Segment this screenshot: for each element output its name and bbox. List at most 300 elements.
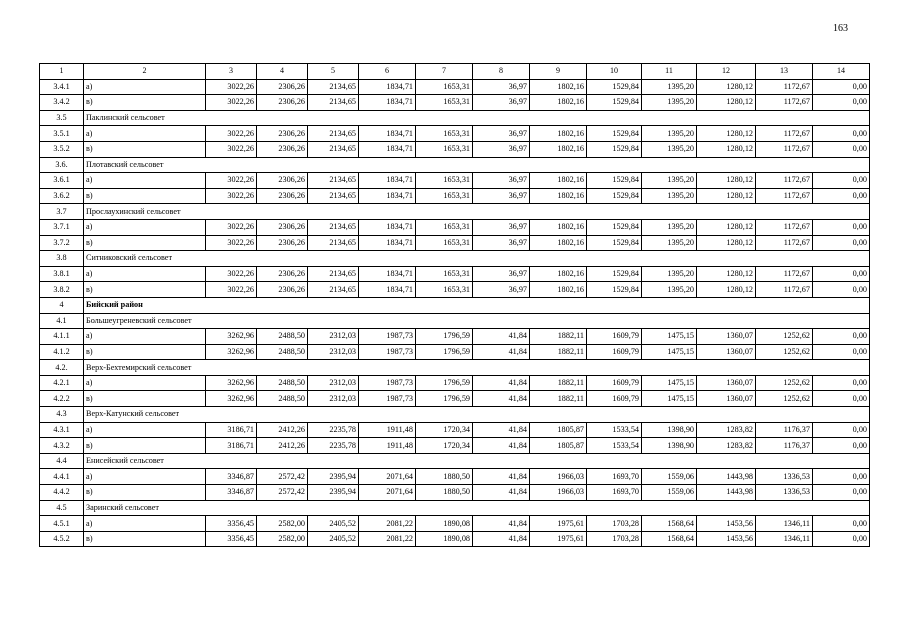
value-cell: 1172,67 [756,219,813,235]
value-cell: 1395,20 [642,79,697,95]
value-cell: 3186,71 [206,422,257,438]
value-cell: 1395,20 [642,266,697,282]
table-row [40,531,870,547]
value-cell: 0,00 [813,344,870,360]
value-cell: 1882,11 [530,329,587,345]
value-cell: 2488,50 [257,375,308,391]
value-cell: 3262,96 [206,375,257,391]
value-cell: 3262,96 [206,329,257,345]
value-cell: 1653,31 [416,173,473,189]
value-cell: 2312,03 [308,375,359,391]
value-cell: 2312,03 [308,344,359,360]
section-row [40,251,870,267]
value-cell: 1283,82 [697,438,756,454]
table-row [40,141,870,157]
page-number: 163 [833,23,848,34]
value-cell: 1176,37 [756,438,813,454]
section-code: 3.5 [40,110,84,126]
value-cell: 2488,50 [257,391,308,407]
header-cell: 4 [257,64,308,80]
value-cell: 1395,20 [642,282,697,298]
value-cell: 1475,15 [642,344,697,360]
row-label: а) [84,173,206,189]
row-code: 3.6.1 [40,173,84,189]
section-row [40,360,870,376]
value-cell: 1890,08 [416,516,473,532]
section-code: 3.6. [40,157,84,173]
value-cell: 0,00 [813,485,870,501]
value-cell: 1280,12 [697,173,756,189]
value-cell: 0,00 [813,516,870,532]
value-cell: 1346,11 [756,531,813,547]
value-cell: 41,84 [473,438,530,454]
value-cell: 1395,20 [642,235,697,251]
table-row [40,235,870,251]
row-label: а) [84,375,206,391]
row-label: а) [84,469,206,485]
value-cell: 0,00 [813,173,870,189]
value-cell: 1890,08 [416,531,473,547]
header-row [40,64,870,80]
table-row [40,266,870,282]
value-cell: 2134,65 [308,188,359,204]
value-cell: 1653,31 [416,126,473,142]
section-code: 4.2. [40,360,84,376]
row-label: в) [84,282,206,298]
section-name: Паклинский сельсовет [84,110,870,126]
value-cell: 1880,50 [416,469,473,485]
row-code: 4.3.2 [40,438,84,454]
value-cell: 1720,34 [416,422,473,438]
header-cell: 12 [697,64,756,80]
value-cell: 2312,03 [308,329,359,345]
section-name: Верх-Катунский сельсовет [84,407,870,423]
row-code: 4.2.1 [40,375,84,391]
section-code: 3.8 [40,251,84,267]
section-row [40,204,870,220]
value-cell: 1703,28 [587,516,642,532]
value-cell: 1280,12 [697,188,756,204]
value-cell: 1796,59 [416,329,473,345]
section-name: Плотавский сельсовет [84,157,870,173]
value-cell: 2081,22 [359,516,416,532]
row-code: 3.8.1 [40,266,84,282]
value-cell: 1346,11 [756,516,813,532]
table-row [40,391,870,407]
value-cell: 1653,31 [416,266,473,282]
value-cell: 1529,84 [587,126,642,142]
value-cell: 3022,26 [206,219,257,235]
value-cell: 1653,31 [416,219,473,235]
section-name: Большеугреневский сельсовет [84,313,870,329]
value-cell: 1802,16 [530,95,587,111]
value-cell: 2312,03 [308,391,359,407]
row-label: в) [84,531,206,547]
value-cell: 1529,84 [587,188,642,204]
value-cell: 2134,65 [308,79,359,95]
section-name: Бийский район [84,297,870,313]
table-row [40,469,870,485]
value-cell: 0,00 [813,266,870,282]
table-row [40,438,870,454]
value-cell: 41,84 [473,469,530,485]
value-cell: 1987,73 [359,391,416,407]
value-cell: 1653,31 [416,141,473,157]
value-cell: 1802,16 [530,266,587,282]
row-code: 3.7.1 [40,219,84,235]
value-cell: 2488,50 [257,329,308,345]
value-cell: 1805,87 [530,438,587,454]
value-cell: 2306,26 [257,126,308,142]
header-cell: 1 [40,64,84,80]
value-cell: 3022,26 [206,79,257,95]
value-cell: 1796,59 [416,344,473,360]
row-label: в) [84,235,206,251]
value-cell: 1172,67 [756,79,813,95]
table-row [40,282,870,298]
value-cell: 1529,84 [587,141,642,157]
value-cell: 1911,48 [359,438,416,454]
row-code: 4.1.1 [40,329,84,345]
row-label: а) [84,329,206,345]
value-cell: 0,00 [813,141,870,157]
value-cell: 3022,26 [206,141,257,157]
value-cell: 1834,71 [359,95,416,111]
value-cell: 3346,87 [206,485,257,501]
value-cell: 1802,16 [530,126,587,142]
value-cell: 1568,64 [642,516,697,532]
value-cell: 2071,64 [359,485,416,501]
table-row [40,79,870,95]
value-cell: 36,97 [473,141,530,157]
value-cell: 1529,84 [587,266,642,282]
section-name: Ситниковский сельсовет [84,251,870,267]
value-cell: 2572,42 [257,469,308,485]
tariff-table [39,63,870,547]
section-row [40,453,870,469]
value-cell: 1336,53 [756,469,813,485]
value-cell: 0,00 [813,375,870,391]
value-cell: 1834,71 [359,266,416,282]
value-cell: 1802,16 [530,79,587,95]
value-cell: 3356,45 [206,516,257,532]
value-cell: 1834,71 [359,173,416,189]
section-code: 4.1 [40,313,84,329]
table-row [40,126,870,142]
value-cell: 1360,07 [697,329,756,345]
value-cell: 1802,16 [530,235,587,251]
row-code: 3.4.1 [40,79,84,95]
value-cell: 2306,26 [257,235,308,251]
row-label: а) [84,126,206,142]
value-cell: 2134,65 [308,266,359,282]
row-label: а) [84,266,206,282]
value-cell: 1911,48 [359,422,416,438]
value-cell: 2306,26 [257,266,308,282]
value-cell: 1283,82 [697,422,756,438]
section-name: Заринский сельсовет [84,500,870,516]
value-cell: 36,97 [473,282,530,298]
value-cell: 1987,73 [359,375,416,391]
header-cell: 11 [642,64,697,80]
row-code: 4.5.1 [40,516,84,532]
value-cell: 2134,65 [308,219,359,235]
value-cell: 3346,87 [206,469,257,485]
section-code: 4.3 [40,407,84,423]
value-cell: 0,00 [813,95,870,111]
value-cell: 1802,16 [530,282,587,298]
value-cell: 0,00 [813,282,870,298]
value-cell: 1693,70 [587,485,642,501]
value-cell: 1252,62 [756,344,813,360]
header-cell: 14 [813,64,870,80]
row-label: в) [84,188,206,204]
value-cell: 1172,67 [756,282,813,298]
header-cell: 13 [756,64,813,80]
value-cell: 1609,79 [587,329,642,345]
value-cell: 2306,26 [257,219,308,235]
value-cell: 1398,90 [642,422,697,438]
value-cell: 3356,45 [206,531,257,547]
value-cell: 3022,26 [206,126,257,142]
value-cell: 1533,54 [587,422,642,438]
value-cell: 3022,26 [206,266,257,282]
header-cell: 7 [416,64,473,80]
value-cell: 2412,26 [257,422,308,438]
row-code: 3.7.2 [40,235,84,251]
value-cell: 0,00 [813,188,870,204]
value-cell: 2306,26 [257,95,308,111]
value-cell: 1653,31 [416,79,473,95]
value-cell: 41,84 [473,516,530,532]
row-label: а) [84,516,206,532]
value-cell: 41,84 [473,531,530,547]
table-row [40,188,870,204]
value-cell: 2306,26 [257,282,308,298]
section-code: 4.5 [40,500,84,516]
value-cell: 1395,20 [642,173,697,189]
value-cell: 3022,26 [206,95,257,111]
header-cell: 9 [530,64,587,80]
table-row [40,344,870,360]
row-label: в) [84,95,206,111]
value-cell: 3262,96 [206,344,257,360]
value-cell: 1834,71 [359,282,416,298]
value-cell: 1805,87 [530,422,587,438]
value-cell: 1395,20 [642,126,697,142]
value-cell: 1172,67 [756,235,813,251]
value-cell: 0,00 [813,438,870,454]
value-cell: 1802,16 [530,188,587,204]
value-cell: 1280,12 [697,235,756,251]
value-cell: 0,00 [813,126,870,142]
value-cell: 0,00 [813,235,870,251]
value-cell: 2306,26 [257,173,308,189]
value-cell: 1966,03 [530,485,587,501]
value-cell: 1653,31 [416,282,473,298]
value-cell: 3186,71 [206,438,257,454]
value-cell: 2081,22 [359,531,416,547]
value-cell: 3022,26 [206,235,257,251]
value-cell: 2134,65 [308,235,359,251]
value-cell: 1975,61 [530,516,587,532]
row-label: а) [84,219,206,235]
value-cell: 1802,16 [530,141,587,157]
value-cell: 1559,06 [642,485,697,501]
row-code: 3.5.2 [40,141,84,157]
value-cell: 2488,50 [257,344,308,360]
row-label: в) [84,141,206,157]
header-cell: 3 [206,64,257,80]
section-row [40,500,870,516]
value-cell: 1395,20 [642,141,697,157]
value-cell: 1703,28 [587,531,642,547]
value-cell: 0,00 [813,469,870,485]
value-cell: 41,84 [473,391,530,407]
value-cell: 2306,26 [257,188,308,204]
value-cell: 1172,67 [756,95,813,111]
value-cell: 1280,12 [697,126,756,142]
value-cell: 3022,26 [206,173,257,189]
value-cell: 36,97 [473,188,530,204]
row-label: в) [84,344,206,360]
value-cell: 1395,20 [642,219,697,235]
value-cell: 1252,62 [756,391,813,407]
row-label: в) [84,438,206,454]
header-cell: 2 [84,64,206,80]
value-cell: 1693,70 [587,469,642,485]
value-cell: 1966,03 [530,469,587,485]
table-row [40,95,870,111]
value-cell: 0,00 [813,531,870,547]
section-row [40,313,870,329]
row-label: а) [84,79,206,95]
row-code: 4.1.2 [40,344,84,360]
value-cell: 2405,52 [308,531,359,547]
value-cell: 1360,07 [697,344,756,360]
value-cell: 1653,31 [416,188,473,204]
table-row [40,422,870,438]
value-cell: 1834,71 [359,141,416,157]
value-cell: 1280,12 [697,79,756,95]
value-cell: 2071,64 [359,469,416,485]
row-code: 4.4.2 [40,485,84,501]
value-cell: 1252,62 [756,329,813,345]
value-cell: 1252,62 [756,375,813,391]
value-cell: 1720,34 [416,438,473,454]
value-cell: 0,00 [813,422,870,438]
value-cell: 1443,98 [697,469,756,485]
value-cell: 1653,31 [416,235,473,251]
header-cell: 8 [473,64,530,80]
value-cell: 1395,20 [642,95,697,111]
value-cell: 1987,73 [359,329,416,345]
row-code: 3.8.2 [40,282,84,298]
section-name: Прослаухинский сельсовет [84,204,870,220]
value-cell: 3022,26 [206,282,257,298]
value-cell: 1360,07 [697,375,756,391]
section-code: 3.7 [40,204,84,220]
value-cell: 1280,12 [697,282,756,298]
value-cell: 36,97 [473,95,530,111]
value-cell: 3262,96 [206,391,257,407]
row-label: а) [84,422,206,438]
value-cell: 1172,67 [756,188,813,204]
section-name: Верх-Бехтемирский сельсовет [84,360,870,376]
value-cell: 2306,26 [257,141,308,157]
value-cell: 2395,94 [308,469,359,485]
value-cell: 1529,84 [587,79,642,95]
value-cell: 1280,12 [697,95,756,111]
value-cell: 1529,84 [587,95,642,111]
value-cell: 2134,65 [308,95,359,111]
value-cell: 41,84 [473,375,530,391]
value-cell: 2134,65 [308,141,359,157]
row-label: в) [84,391,206,407]
row-code: 4.2.2 [40,391,84,407]
section-row [40,407,870,423]
value-cell: 2306,26 [257,79,308,95]
value-cell: 1475,15 [642,391,697,407]
value-cell: 1395,20 [642,188,697,204]
value-cell: 1796,59 [416,375,473,391]
value-cell: 0,00 [813,391,870,407]
value-cell: 1529,84 [587,282,642,298]
row-code: 4.5.2 [40,531,84,547]
header-cell: 10 [587,64,642,80]
value-cell: 41,84 [473,329,530,345]
value-cell: 1802,16 [530,173,587,189]
row-code: 3.4.2 [40,95,84,111]
value-cell: 1880,50 [416,485,473,501]
value-cell: 1653,31 [416,95,473,111]
value-cell: 1172,67 [756,266,813,282]
row-code: 3.6.2 [40,188,84,204]
value-cell: 2572,42 [257,485,308,501]
value-cell: 3022,26 [206,188,257,204]
section-name: Енисейский сельсовет [84,453,870,469]
value-cell: 1529,84 [587,219,642,235]
value-cell: 1834,71 [359,79,416,95]
value-cell: 1533,54 [587,438,642,454]
value-cell: 1834,71 [359,188,416,204]
value-cell: 2395,94 [308,485,359,501]
value-cell: 2412,26 [257,438,308,454]
value-cell: 1882,11 [530,391,587,407]
row-label: в) [84,485,206,501]
value-cell: 1453,56 [697,531,756,547]
value-cell: 36,97 [473,126,530,142]
district-row [40,297,870,313]
value-cell: 1987,73 [359,344,416,360]
row-code: 4.4.1 [40,469,84,485]
value-cell: 36,97 [473,235,530,251]
row-code: 3.5.1 [40,126,84,142]
value-cell: 36,97 [473,266,530,282]
table-row [40,485,870,501]
value-cell: 2134,65 [308,282,359,298]
value-cell: 2582,00 [257,531,308,547]
value-cell: 2134,65 [308,173,359,189]
value-cell: 2134,65 [308,126,359,142]
section-code: 4.4 [40,453,84,469]
value-cell: 1609,79 [587,375,642,391]
value-cell: 41,84 [473,485,530,501]
value-cell: 1280,12 [697,266,756,282]
value-cell: 1609,79 [587,344,642,360]
value-cell: 1280,12 [697,219,756,235]
value-cell: 36,97 [473,79,530,95]
